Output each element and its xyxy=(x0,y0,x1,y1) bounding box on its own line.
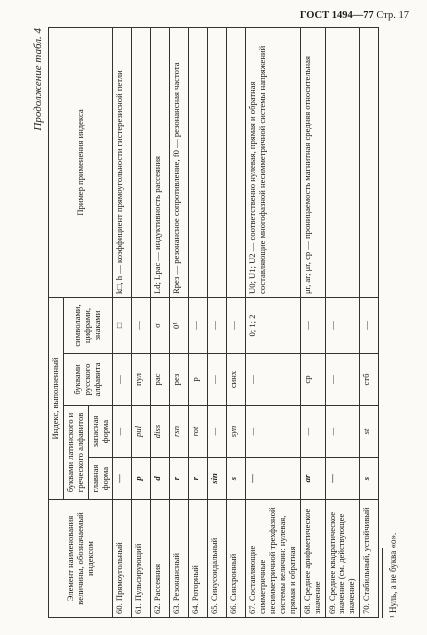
cell-symbols: — xyxy=(208,297,227,353)
cell-symbols: — xyxy=(300,297,325,353)
cell-symbols: σ xyxy=(151,297,170,353)
cell-example xyxy=(325,27,360,297)
cell-lower: st xyxy=(360,406,379,458)
cell-example: k□, h — коэффициент прямоугольности гистерезисной петли xyxy=(113,27,132,297)
cell-russian: — xyxy=(113,354,132,406)
cell-russian: — xyxy=(246,354,300,406)
cell-lower: rot xyxy=(189,406,208,458)
cell-element: 64. Роторный xyxy=(189,500,208,618)
cell-element: 66. Синхронный xyxy=(227,500,246,618)
cell-upper: — xyxy=(113,458,132,500)
cell-upper: sin xyxy=(208,458,227,500)
cell-example: Ld; Lрас — индуктивность рассеяния xyxy=(151,27,170,297)
index-table xyxy=(48,27,379,618)
cell-lower: syn xyxy=(227,406,246,458)
cell-example xyxy=(208,27,227,297)
header-index-group: Индекс, выполненный xyxy=(49,297,64,499)
table-row xyxy=(151,27,170,617)
cell-example xyxy=(189,27,208,297)
header-lower-form: запасная форма xyxy=(88,406,113,458)
cell-upper: r xyxy=(189,458,208,500)
cell-element: 65. Синусоидальный xyxy=(208,500,227,618)
cell-russian: ср xyxy=(300,354,325,406)
table-row xyxy=(189,27,208,617)
header-latin-greek: буквами латинского и греческого алфавитов xyxy=(63,406,88,500)
cell-lower: rsn xyxy=(170,406,189,458)
table-row xyxy=(208,27,227,617)
cell-example: μr, ar; μr, ср — проницаемость магнитная средняя относительная xyxy=(300,27,325,297)
cell-symbols: — xyxy=(325,297,360,353)
footnote: ¹ Нуль, а не буква «о». xyxy=(388,532,398,618)
cell-element: 60. Прямоугольный xyxy=(113,500,132,618)
standard-title: ГОСТ 1494—77 xyxy=(299,10,374,21)
page-number: Стр. 17 xyxy=(376,10,409,21)
cell-symbols: — xyxy=(132,297,151,353)
cell-symbols: □ xyxy=(113,297,132,353)
cell-upper: r xyxy=(170,458,189,500)
cell-russian: — xyxy=(208,354,227,406)
table-row xyxy=(325,27,360,617)
table-row xyxy=(113,27,132,617)
cell-symbols: 0; 1; 2 xyxy=(246,297,300,353)
cell-example xyxy=(227,27,246,297)
cell-lower: — xyxy=(300,406,325,458)
header-element: Элемент наименования величины, обозначаемый индексом xyxy=(49,500,113,618)
running-head xyxy=(300,10,409,21)
cell-element: 70. Стабильный, устойчивый xyxy=(360,500,379,618)
cell-upper: s xyxy=(360,458,379,500)
table-row xyxy=(132,27,151,617)
header-symbols: символами, цифрами, знаками xyxy=(63,297,113,353)
cell-symbols: — xyxy=(189,297,208,353)
table-continuation-label: Продолжение табл. 4 xyxy=(32,28,44,131)
table-row xyxy=(360,27,379,617)
table-container xyxy=(48,28,379,618)
table-row xyxy=(246,27,300,617)
table-row xyxy=(227,27,246,617)
cell-upper: — xyxy=(325,458,360,500)
cell-lower: diss xyxy=(151,406,170,458)
cell-russian: синх xyxy=(227,354,246,406)
cell-russian: пул xyxy=(132,354,151,406)
cell-example xyxy=(132,27,151,297)
cell-upper: — xyxy=(246,458,300,500)
table-body xyxy=(113,27,379,617)
header-example: Пример применения индекса xyxy=(49,27,113,297)
cell-element: 63. Резонансный xyxy=(170,500,189,618)
footnote-rule xyxy=(382,548,383,618)
cell-element: 61. Пульсирующий xyxy=(132,500,151,618)
cell-upper: ar xyxy=(300,458,325,500)
cell-russian: р xyxy=(189,354,208,406)
table-row xyxy=(300,27,325,617)
cell-lower: — xyxy=(208,406,227,458)
cell-example: U0; U1; U2 — соответственно нулевая, прямая и обратная составляющие многофазной несимметричной системы напряжений xyxy=(246,27,300,297)
table-row xyxy=(170,27,189,617)
cell-upper: s xyxy=(227,458,246,500)
header-upper-form: главная форма xyxy=(88,458,113,500)
cell-lower: — xyxy=(113,406,132,458)
cell-element: 68. Среднее арифметическое значение xyxy=(300,500,325,618)
cell-example: Rрез — резонансное сопротивление, f0 — резонансная частота xyxy=(170,27,189,297)
cell-element: 69. Среднее квадратическое значение (см. действующее значение) xyxy=(325,500,360,618)
cell-lower: — xyxy=(325,406,360,458)
cell-upper: p xyxy=(132,458,151,500)
cell-russian: — xyxy=(325,354,360,406)
cell-symbols: — xyxy=(360,297,379,353)
cell-upper: d xyxy=(151,458,170,500)
cell-element: 67. Составляющие симметричные несимметричной трехфазной системы величин: нулевая, прямая и обратная xyxy=(246,500,300,618)
cell-lower: — xyxy=(246,406,300,458)
rotated-table-page xyxy=(32,28,404,618)
cell-russian: рез xyxy=(170,354,189,406)
cell-example xyxy=(360,27,379,297)
cell-symbols: 0¹ xyxy=(170,297,189,353)
cell-lower: pul xyxy=(132,406,151,458)
cell-russian: стб xyxy=(360,354,379,406)
cell-russian: рас xyxy=(151,354,170,406)
header-russian: буквами русского алфавита xyxy=(63,354,113,406)
cell-element: 62. Рассеяния xyxy=(151,500,170,618)
cell-symbols: — xyxy=(227,297,246,353)
